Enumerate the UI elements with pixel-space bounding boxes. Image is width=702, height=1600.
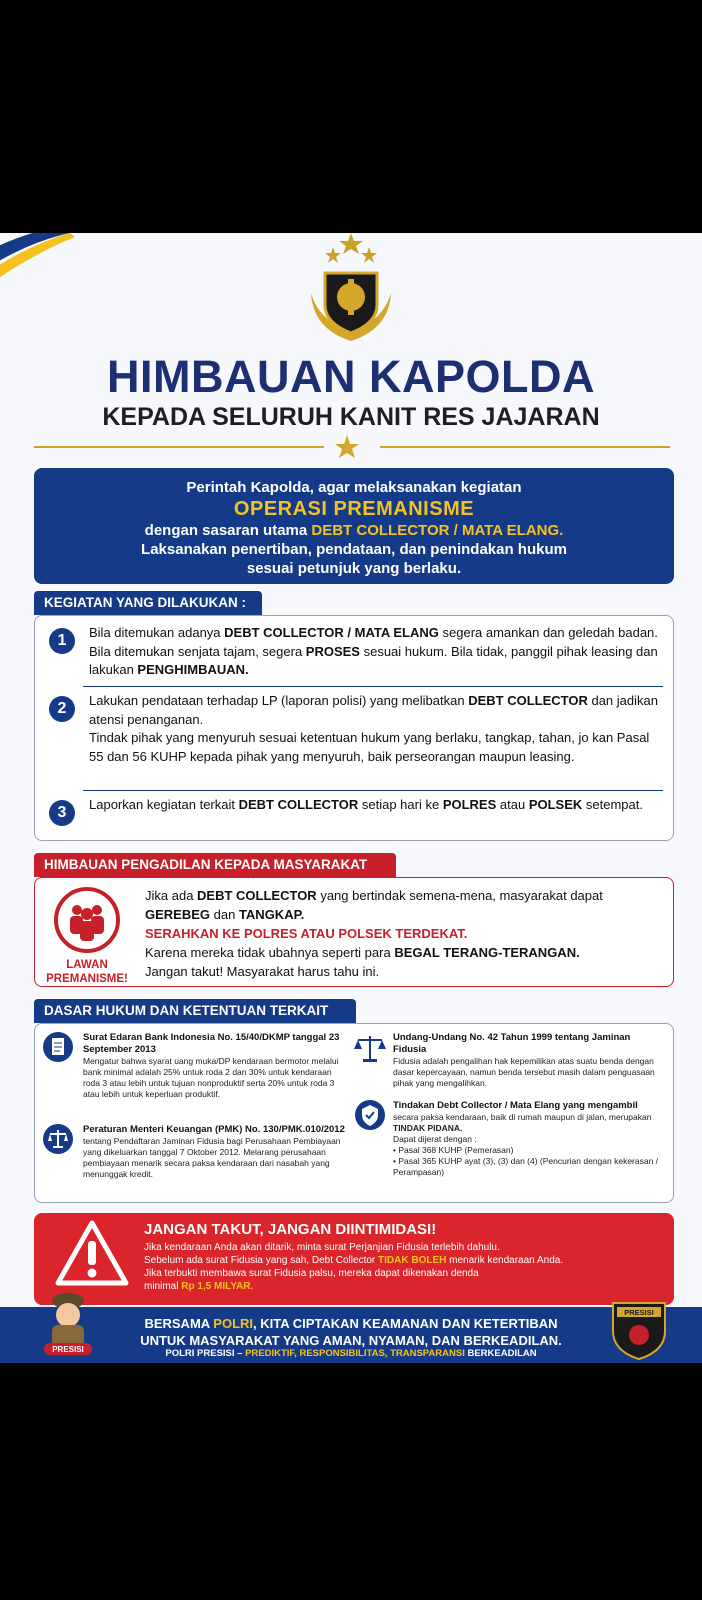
footer-slogan: BERSAMA POLRI, KITA CIPTAKAN KEAMANAN DAN KETERTIBAN UNTUK MASYARAKAT YANG AMAN, NYAMAN, DAN BERKEADILAN. — [140, 1316, 562, 1348]
law-item-pmk: Peraturan Menteri Keuangan (PMK) No. 130/PMK.010/2012 tentang Pendaftaran Jaminan Fidusia bagi Perusahaan Pembiayaan yang dikeluarkan tanggal 7 Oktober 2012. Melarang perusahaan pembiayaan menarik secara paksa kendaraan dari nasabah yang menunggak kredit. — [83, 1124, 345, 1179]
order-line-3: dengan sasaran utama DEBT COLLECTOR / MATA ELANG. — [144, 522, 564, 539]
law-item-pidana: Tindakan Debt Collector / Mata Elang yang mengambil secara paksa kendaraan, baik di rumah maupun di jalan, merupakan TINDAK PIDANA. Dapat dijerat dengan : • Pasal 368 KUHP (Pemerasan) • Pasal 365 KUHP ayat (3), (3) dan (4) (Pencurian dengan kekerasan / Perampasan) — [393, 1100, 659, 1177]
presisi-badge-icon — [607, 1297, 671, 1361]
dasar-heading: DASAR HUKUM DAN KETENTUAN TERKAIT — [34, 999, 356, 1023]
kegiatan-heading: KEGIATAN YANG DILAKUKAN : — [34, 591, 262, 615]
step-text: Laporkan kegiatan terkait DEBT COLLECTOR setiap hari ke POLRES atau POLSEK setempat. — [89, 797, 643, 812]
order-line-1: Perintah Kapolda, agar melaksanakan kegiatan — [186, 479, 522, 496]
step-text: Lakukan pendataan terhadap LP (laporan polisi) yang melibatkan DEBT COLLECTOR dan jadikan atensi penanganan. Tindak pihak yang menyuruh sesuai ketentuan hukum yang berlaku, tangkap, tahan, jo kan Pasal 55 dan 56 KUHP kepada pihak yang menyuruh, baik perseorangan maupun leasing. — [89, 693, 658, 764]
order-box — [34, 468, 674, 584]
scales-of-justice-icon — [353, 1034, 387, 1064]
polri-emblem-icon — [291, 233, 411, 345]
shield-icon — [355, 1100, 385, 1130]
star-icon — [334, 434, 360, 460]
poster — [0, 233, 702, 1363]
order-line-5: sesuai petunjuk yang berlaku. — [246, 560, 462, 577]
order-line-4: Laksanakan penertiban, pendataan, dan penindakan hukum — [141, 541, 567, 558]
svg-text:PRESISI: PRESISI — [52, 1345, 84, 1354]
svg-text:PRESISI: PRESISI — [624, 1308, 654, 1317]
himbauan-panel — [34, 877, 674, 987]
warning-triangle-icon — [54, 1219, 130, 1287]
kegiatan-panel — [34, 615, 674, 841]
operation-name: OPERASI PREMANISME — [233, 498, 475, 520]
step-2 — [49, 692, 659, 766]
crowd-icon — [53, 886, 121, 954]
himbauan-text: Jika ada DEBT COLLECTOR yang bertindak semena-mena, masyarakat dapat GEREBEG dan TANGKAP. SERAHKAN KE POLRES ATAU POLSEK TERDEKAT. Karena mereka tidak ubahnya seperti para BEGAL TERANG-TERANGAN. Jangan takut! Masyarakat harus tahu ini. — [145, 888, 603, 979]
step-3 — [49, 796, 659, 821]
corner-swoosh-decoration — [0, 233, 80, 343]
dasar-panel — [34, 1023, 674, 1203]
warning-title: JANGAN TAKUT, JANGAN DIINTIMIDASI! — [144, 1221, 437, 1238]
document-icon — [43, 1032, 73, 1062]
step-number: 1 — [49, 628, 75, 654]
step-divider — [83, 790, 663, 791]
scale-icon — [43, 1124, 73, 1154]
title-divider — [34, 446, 670, 448]
step-number: 2 — [49, 696, 75, 722]
poster-title: HIMBAUAN KAPOLDA — [107, 351, 595, 402]
step-divider — [83, 686, 663, 687]
warning-box — [34, 1213, 674, 1305]
step-1 — [49, 624, 659, 680]
warning-text: Jika kendaraan Anda akan ditarik, minta surat Perjanjian Fidusia terlebih dahulu. Sebelum ada surat Fidusia yang sah, Debt Collector TIDAK BOLEH menarik kendaraan Anda. Jika terbukti membawa surat Fidusia palsu, mereka dapat dikenakan denda minimal Rp 1,5 MILYAR. — [144, 1242, 564, 1292]
step-text: Bila ditemukan adanya DEBT COLLECTOR / MATA ELANG segera amankan dan geledah badan. Bila ditemukan senjata tajam, segera PROSES sesuai hukum. Bila tidak, panggil pihak leasing dan lakukan PENGHIMBAUAN. — [89, 625, 658, 677]
law-item-fidusia: Undang-Undang No. 42 Tahun 1999 tentang Jaminan Fidusia Fidusia adalah pengalihan hak kepemilikan atas suatu benda dengan dasar kepercayaan, namun benda tersebut masih dalam penguasaan pihak yang mengalihkan. — [393, 1032, 655, 1088]
law-item-bi: Surat Edaran Bank Indonesia No. 15/40/DKMP tanggal 23 September 2013 Mengatur bahwa syarat uang muka/DP kendaraan bermotor melalui bank minimal adalah 25% untuk roda 2 dan 30% untuk kendaraan roda 3 atau lebih untuk tujuan nonproduktif serta 20% untuk roda 3 atau lebih untuk keperluan produktif. — [83, 1032, 340, 1099]
himbauan-heading: HIMBAUAN PENGADILAN KEPADA MASYARAKAT — [34, 853, 396, 877]
police-mascot-icon — [40, 1291, 96, 1363]
step-number: 3 — [49, 800, 75, 826]
footer-tagline: POLRI PRESISI – PREDIKTIF, RESPONSIBILITAS, TRANSPARANSI BERKEADILAN — [165, 1348, 537, 1359]
poster-subtitle: KEPADA SELURUH KANIT RES JAJARAN — [102, 403, 600, 431]
lawan-premanisme-label: LAWAN PREMANISME! — [46, 959, 128, 985]
footer — [0, 1307, 702, 1363]
